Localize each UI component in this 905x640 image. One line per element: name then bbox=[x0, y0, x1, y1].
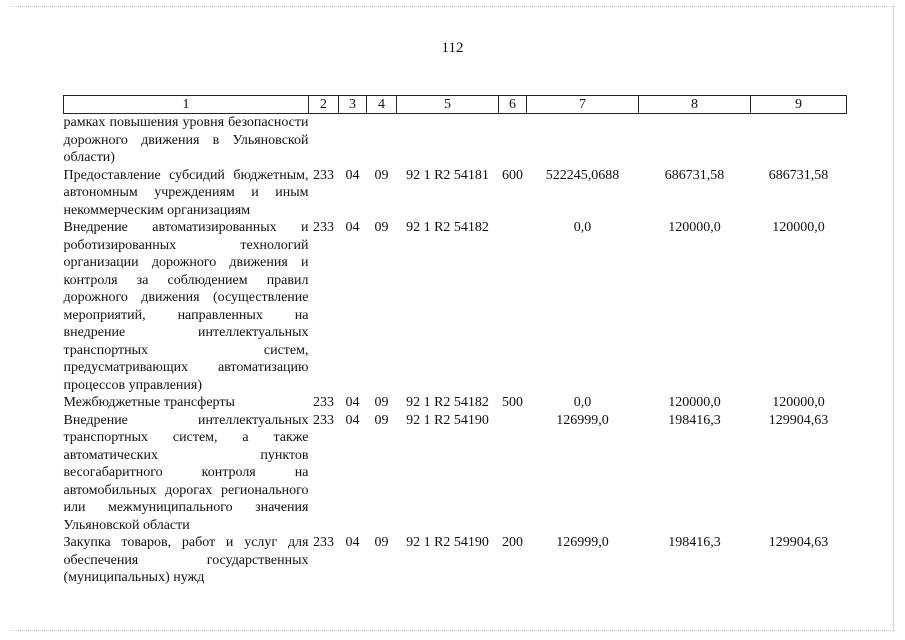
cell-col9 bbox=[751, 114, 847, 167]
column-header-1: 1 bbox=[64, 96, 309, 114]
cell-col6: 500 bbox=[502, 395, 523, 410]
cell-col6 bbox=[499, 219, 527, 394]
cell-col2: 233 bbox=[313, 395, 334, 410]
cell-col4 bbox=[367, 114, 397, 167]
cell-col4: 09 bbox=[374, 535, 389, 550]
column-header-9: 9 bbox=[751, 96, 847, 114]
cell-col5: 92 1 R2 54190 bbox=[406, 412, 489, 428]
cell-col8: 198416,3 bbox=[668, 412, 721, 428]
cell-col3: 04 bbox=[345, 395, 360, 410]
cell-col8: 120000,0 bbox=[668, 220, 721, 235]
cell-col6 bbox=[499, 114, 527, 167]
column-header-3: 3 bbox=[339, 96, 367, 114]
cell-col9: 129904,63 bbox=[768, 535, 829, 550]
row-name: Закупка товаров, работ и услуг для обеспечения государственных (муниципальных) нужд bbox=[63, 535, 309, 585]
cell-col7 bbox=[527, 114, 639, 167]
cell-col7: 126999,0 bbox=[556, 412, 609, 428]
cell-col9: 129904,63 bbox=[768, 412, 829, 428]
cell-col6: 600 bbox=[502, 167, 523, 183]
cell-col8 bbox=[639, 114, 751, 167]
cell-col6: 200 bbox=[502, 535, 523, 550]
cell-col2: 233 bbox=[313, 535, 334, 550]
table-row bbox=[64, 534, 847, 587]
cell-col7: 126999,0 bbox=[556, 535, 609, 550]
row-name: Внедрение интеллектуальных транспортных систем, а также автоматических пунктов весогабаритного контроля на автомобильных дорогах регионального или межмуниципального значения Ульяновской области bbox=[63, 412, 309, 533]
cell-col7: 522245,0688 bbox=[545, 167, 620, 183]
cell-col3: 04 bbox=[345, 220, 360, 235]
cell-col8: 198416,3 bbox=[668, 535, 721, 550]
cell-col5 bbox=[397, 114, 499, 167]
cell-col4: 09 bbox=[374, 167, 389, 183]
row-name: Предоставление субсидий бюджетным, автономным учреждениям и иным некоммерческим организациям bbox=[63, 167, 309, 218]
cell-col2 bbox=[309, 114, 339, 167]
table-row bbox=[64, 412, 847, 535]
column-header-8: 8 bbox=[639, 96, 751, 114]
cell-col2: 233 bbox=[313, 167, 334, 183]
cell-col4: 09 bbox=[374, 412, 389, 428]
column-header-4: 4 bbox=[367, 96, 397, 114]
scan-border-bottom bbox=[10, 630, 895, 631]
column-header-2: 2 bbox=[309, 96, 339, 114]
row-name: рамках повышения уровня безопасности дорожного движения в Ульяновской области) bbox=[63, 115, 309, 165]
cell-col9: 120000,0 bbox=[772, 395, 825, 410]
column-header-6: 6 bbox=[499, 96, 527, 114]
table-row bbox=[64, 167, 847, 220]
cell-col7: 0,0 bbox=[573, 395, 592, 410]
cell-col5: 92 1 R2 54181 bbox=[406, 167, 489, 183]
cell-col2: 233 bbox=[313, 220, 334, 235]
cell-col2: 233 bbox=[313, 412, 334, 428]
cell-col3 bbox=[339, 114, 367, 167]
cell-col8: 686731,58 bbox=[664, 167, 725, 183]
cell-col6 bbox=[499, 412, 527, 535]
cell-col5: 92 1 R2 54182 bbox=[406, 220, 489, 235]
cell-col9: 686731,58 bbox=[768, 167, 829, 183]
cell-col5: 92 1 R2 54190 bbox=[406, 535, 489, 550]
header-row bbox=[64, 96, 847, 114]
cell-col8: 120000,0 bbox=[668, 395, 721, 410]
table-row bbox=[64, 114, 847, 167]
cell-col9: 120000,0 bbox=[772, 220, 825, 235]
cell-col4: 09 bbox=[374, 220, 389, 235]
page-number: 112 bbox=[441, 40, 464, 56]
cell-col7: 0,0 bbox=[573, 220, 592, 235]
cell-col4: 09 bbox=[374, 395, 389, 410]
scan-border-right bbox=[893, 6, 894, 631]
cell-col5: 92 1 R2 54182 bbox=[406, 395, 489, 410]
table-row bbox=[64, 219, 847, 394]
budget-table bbox=[63, 95, 847, 587]
cell-col3: 04 bbox=[345, 535, 360, 550]
row-name: Межбюджетные трансферты bbox=[63, 395, 235, 410]
table-row bbox=[64, 394, 847, 412]
row-name: Внедрение автоматизированных и роботизированных технологий организации дорожного движения и контроля за соблюдением правил дорожного движения (осуществление мероприятий, направленных на внедрение интеллектуальных транспортных систем, предусматривающих автоматизацию процессов управления) bbox=[63, 220, 309, 393]
column-header-5: 5 bbox=[397, 96, 499, 114]
column-header-7: 7 bbox=[527, 96, 639, 114]
scan-border-top bbox=[10, 6, 895, 7]
cell-col3: 04 bbox=[345, 412, 360, 428]
cell-col3: 04 bbox=[345, 167, 360, 183]
